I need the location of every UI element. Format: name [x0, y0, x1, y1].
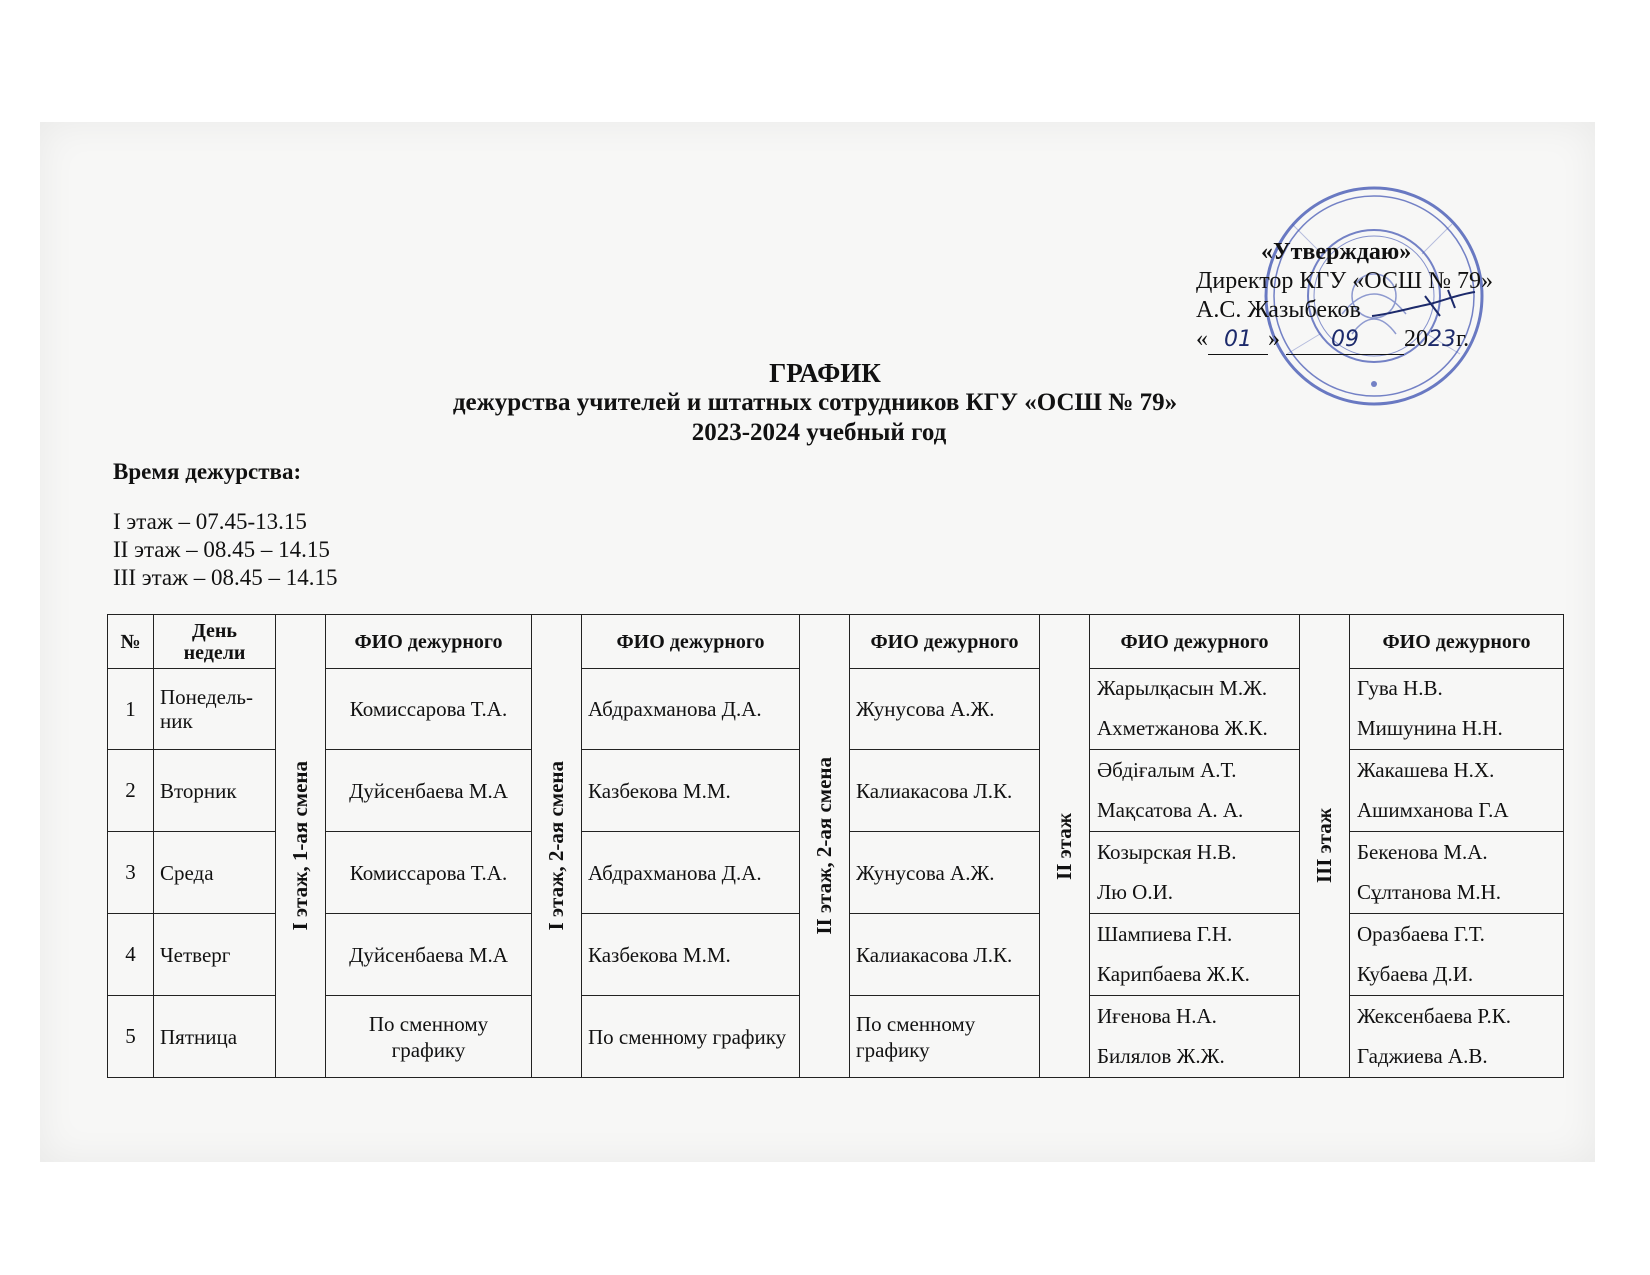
row-day: Вторник: [154, 750, 276, 832]
cell-floor2: [1090, 996, 1300, 1078]
cell-floor1-shift2: Абдрахманова Д.А.: [582, 832, 800, 914]
group-floor1-shift1: I этаж, 1-ая смена: [276, 615, 326, 1078]
cell-floor3: [1350, 750, 1564, 832]
duty-name: Бекенова М.А.: [1357, 839, 1488, 864]
group-floor2: II этаж: [1040, 615, 1090, 1078]
row-num: 4: [108, 914, 154, 996]
duty-schedule-table: [107, 614, 1564, 1078]
row-num: 3: [108, 832, 154, 914]
header-fio: ФИО дежурного: [1350, 615, 1564, 669]
table-header-row: [108, 615, 1564, 669]
cell-floor2-shift2: Жунусова А.Ж.: [850, 669, 1040, 750]
cell-floor1-shift2: Абдрахманова Д.А.: [582, 669, 800, 750]
duty-time-item: II этаж – 08.45 – 14.15: [113, 537, 330, 562]
date-year: 23: [1428, 327, 1456, 352]
cell-floor1-shift2: Казбекова М.М.: [582, 750, 800, 832]
director-signature: [1370, 286, 1480, 326]
row-num: 5: [108, 996, 154, 1078]
row-day: Понедель-ник: [154, 669, 276, 750]
group-floor2-shift2: II этаж, 2-ая смена: [800, 615, 850, 1078]
cell-floor3: [1350, 669, 1564, 750]
header-day: День недели: [154, 615, 276, 669]
duty-name: Козырская Н.В.: [1097, 839, 1237, 864]
duty-time-label: Время дежурства:: [113, 459, 302, 484]
row-num: 1: [108, 669, 154, 750]
title-year: 2023-2024 учебный год: [691, 419, 947, 446]
duty-name: Әбдіғалым А.Т.: [1097, 757, 1237, 782]
duty-name: Кубаева Д.И.: [1357, 961, 1474, 986]
duty-name: Ахметжанова Ж.К.: [1097, 716, 1268, 740]
cell-floor1-shift1: Дуйсенбаева М.А: [326, 750, 532, 832]
duty-name: Шампиева Г.Н.: [1097, 921, 1233, 946]
approval-date: « 01 » 09 2023г.: [1196, 325, 1526, 355]
duty-name: Гува Н.В.: [1357, 676, 1443, 700]
cell-floor2: [1090, 914, 1300, 996]
duty-name: Иғенова Н.А.: [1097, 1003, 1217, 1028]
duty-name: Жакашева Н.Х.: [1357, 757, 1495, 782]
header-fio: ФИО дежурного: [850, 615, 1040, 669]
cell-floor1-shift1: Комиссарова Т.А.: [326, 669, 532, 750]
duty-time-item: I этаж – 07.45-13.15: [113, 509, 307, 534]
row-day: Пятница: [154, 996, 276, 1078]
header-fio: ФИО дежурного: [1090, 615, 1300, 669]
approval-position: Директор КГУ «ОСШ № 79»: [1196, 268, 1493, 294]
header-num: №: [108, 615, 154, 669]
cell-floor1-shift2: Казбекова М.М.: [582, 914, 800, 996]
duty-name: Гаджиева А.В.: [1357, 1043, 1488, 1068]
cell-floor3: [1350, 996, 1564, 1078]
duty-name: Оразбаева Г.Т.: [1357, 921, 1485, 946]
cell-floor2-shift2: По сменному графику: [850, 996, 1040, 1078]
cell-floor2: [1090, 669, 1300, 750]
duty-name: Мақсатова А. А.: [1097, 797, 1244, 822]
duty-name: Сұлтанова М.Н.: [1357, 879, 1502, 904]
cell-floor2-shift2: Жунусова А.Ж.: [850, 832, 1040, 914]
row-num: 2: [108, 750, 154, 832]
group-floor3: III этаж: [1300, 615, 1350, 1078]
title-subtitle: дежурства учителей и штатных сотрудников КГУ «ОСШ № 79»: [452, 389, 1178, 416]
group-floor1-shift2: I этаж, 2-ая смена: [532, 615, 582, 1078]
duty-time-block: [113, 458, 338, 592]
duty-name: Жарылқасын М.Ж.: [1097, 676, 1268, 700]
date-day: 01: [1224, 327, 1252, 352]
duty-name: Мишунина Н.Н.: [1357, 716, 1503, 740]
title-main: ГРАФИК: [769, 358, 881, 388]
cell-floor3: [1350, 832, 1564, 914]
cell-floor3: [1350, 914, 1564, 996]
document-title: [0, 358, 1650, 448]
duty-name: Ашимханова Г.А: [1357, 797, 1509, 822]
cell-floor2: [1090, 750, 1300, 832]
cell-floor1-shift1: По сменному графику: [326, 996, 532, 1078]
duty-name: Жексенбаева Р.К.: [1357, 1003, 1511, 1028]
duty-name: Билялов Ж.Ж.: [1097, 1043, 1225, 1068]
approval-heading: «Утверждаю»: [1261, 239, 1412, 265]
row-day: Среда: [154, 832, 276, 914]
approval-name: А.С. Жазыбеков: [1196, 297, 1361, 323]
cell-floor2: [1090, 832, 1300, 914]
duty-name: Лю О.И.: [1097, 879, 1174, 904]
cell-floor2-shift2: Калиакасова Л.К.: [850, 750, 1040, 832]
cell-floor2-shift2: Калиакасова Л.К.: [850, 914, 1040, 996]
cell-floor1-shift2: По сменному графику: [582, 996, 800, 1078]
duty-name: Карипбаева Ж.К.: [1097, 961, 1250, 986]
header-fio: ФИО дежурного: [582, 615, 800, 669]
cell-floor1-shift1: Комиссарова Т.А.: [326, 832, 532, 914]
duty-time-item: III этаж – 08.45 – 14.15: [113, 565, 338, 590]
row-day: Четверг: [154, 914, 276, 996]
cell-floor1-shift1: Дуйсенбаева М.А: [326, 914, 532, 996]
header-fio: ФИО дежурного: [326, 615, 532, 669]
date-month: 09: [1331, 327, 1359, 352]
